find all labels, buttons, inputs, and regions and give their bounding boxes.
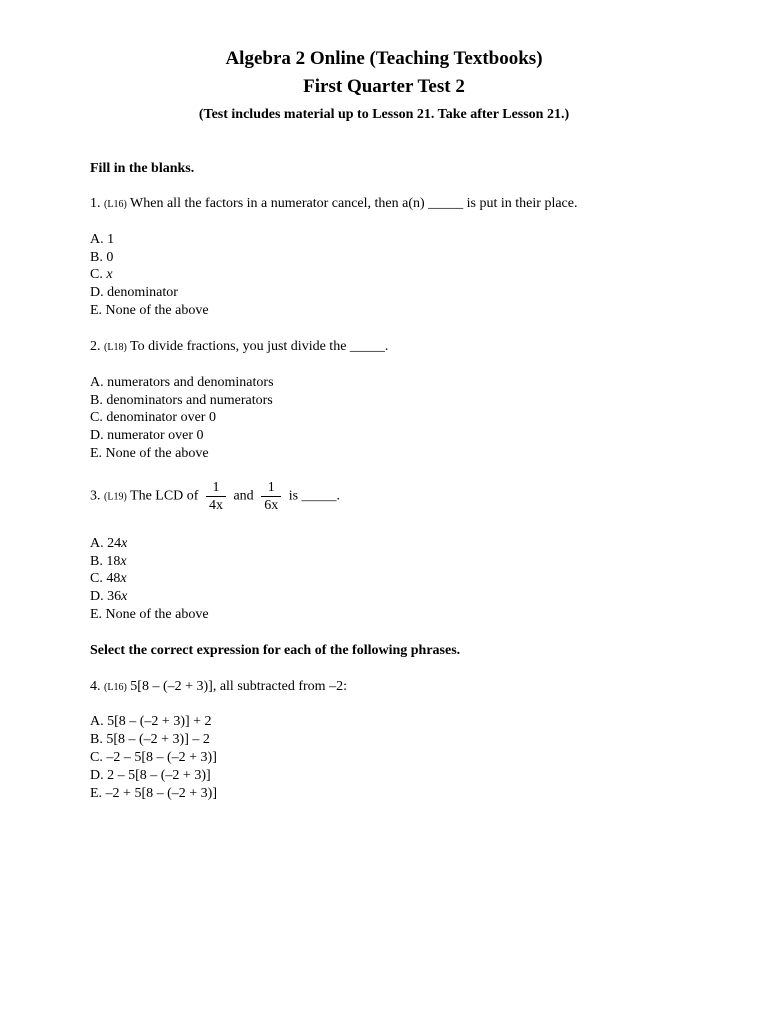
denominator: 6x	[264, 498, 279, 513]
test-subtitle: First Quarter Test 2	[303, 76, 465, 97]
variable: x	[120, 571, 127, 586]
variable: x	[120, 554, 127, 569]
question-text: and	[233, 488, 254, 504]
question-2	[90, 338, 388, 357]
question-number: 2.	[90, 339, 101, 354]
question-3	[90, 479, 340, 514]
answer-option: B. 0	[90, 250, 114, 265]
lesson-reference: (L18)	[104, 342, 127, 353]
answer-option: D. 2 – 5[8 – (–2 + 3)]	[90, 768, 211, 783]
section-heading-fill-in: Fill in the blanks.	[90, 161, 195, 176]
numerator: 1	[206, 479, 226, 497]
option-label: C.	[90, 267, 107, 282]
answer-option: E. None of the above	[90, 303, 209, 318]
answer-option: A. 1	[90, 232, 115, 247]
numerator: 1	[261, 479, 281, 497]
answer-option: C. denominator over 0	[90, 410, 216, 425]
answer-option: E. None of the above	[90, 446, 209, 461]
question-text: is _____.	[288, 488, 341, 504]
answer-option: D. 36x	[90, 589, 128, 604]
section-heading-expressions: Select the correct expression for each of the following phrases.	[90, 643, 461, 658]
answer-option: D. denominator	[90, 285, 178, 300]
denominator: 4x	[208, 498, 223, 513]
fraction	[206, 479, 226, 514]
variable: x	[106, 267, 113, 282]
variable: x	[121, 536, 128, 551]
answer-option: E. –2 + 5[8 – (–2 + 3)]	[90, 786, 217, 801]
variable: x	[121, 589, 128, 604]
answer-option: B. denominators and numerators	[90, 393, 273, 408]
question-text: 5[8 – (–2 + 3)], all subtracted from –2:	[130, 679, 347, 694]
answer-option: B. 5[8 – (–2 + 3)] – 2	[90, 732, 210, 747]
answer-option: A. numerators and denominators	[90, 375, 274, 390]
answer-option: C. 48x	[90, 571, 127, 586]
fraction	[261, 479, 281, 514]
test-title: Algebra 2 Online (Teaching Textbooks)	[225, 48, 543, 69]
lesson-reference: (L16)	[104, 199, 127, 210]
answer-option: A. 5[8 – (–2 + 3)] + 2	[90, 714, 212, 729]
lesson-reference: (L16)	[104, 682, 127, 693]
question-number: 3.	[90, 488, 101, 504]
answer-option: C. –2 – 5[8 – (–2 + 3)]	[90, 750, 217, 765]
answer-option: D. numerator over 0	[90, 428, 204, 443]
answer-option: A. 24x	[90, 536, 128, 551]
test-note: (Test includes material up to Lesson 21. Take after Lesson 21.)	[198, 107, 570, 122]
question-number: 1.	[90, 196, 101, 211]
question-1	[90, 195, 577, 214]
lesson-reference: (L19)	[104, 491, 127, 503]
question-text: When all the factors in a numerator cancel, then a(n) _____ is put in their place.	[130, 196, 578, 211]
question-4	[90, 678, 347, 697]
question-text: The LCD of	[130, 488, 199, 504]
question-number: 4.	[90, 679, 101, 694]
answer-option: E. None of the above	[90, 607, 209, 622]
answer-option: B. 18x	[90, 554, 127, 569]
answer-option	[90, 266, 113, 284]
question-text: To divide fractions, you just divide the _____.	[130, 339, 389, 354]
